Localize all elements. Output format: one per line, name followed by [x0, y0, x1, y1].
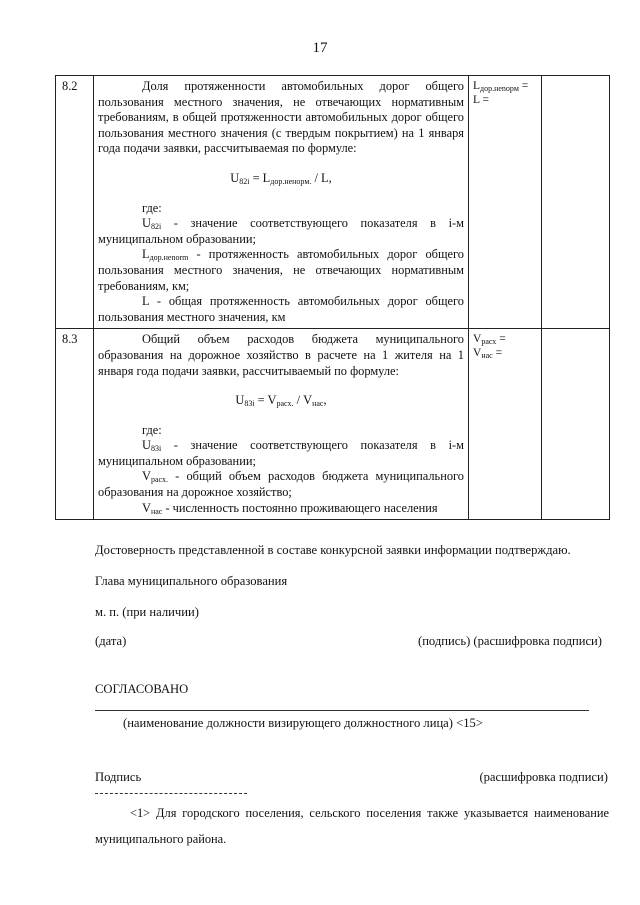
- signature-decode-caption: (расшифровка подписи): [479, 770, 608, 784]
- formula: $U_{82i} = L_{дор.ненорм.} / L$,: [230, 170, 332, 186]
- definition-v-expenses: $V_{расх.}$ - общий объем расходов бюджета муниципального образования на дорожное хозяйство;: [98, 469, 464, 500]
- parameter-v-expenses: $V_{расх}$ =: [473, 333, 506, 347]
- formula: $U_{83i} = V_{расх.} / V_{нас}$,: [235, 393, 327, 409]
- value-cell: [542, 329, 610, 520]
- row-number: 8.3: [56, 329, 94, 520]
- head-of-municipality: Глава муниципального образования: [95, 574, 288, 588]
- indicator-intro: Доля протяженности автомобильных дорог общего пользования местного значения, не отвечающих нормативным требованиям, в общей протяженности автомобильных дорог общего пользования местного значения (с твердым покрытием) на 1 января года подачи заявки, рассчитываемая по формуле:: [98, 79, 464, 156]
- confirmation-text: Достоверность представленной в составе конкурсной заявки информации подтверждаю.: [95, 543, 571, 557]
- stamp-note: м. п. (при наличии): [95, 605, 199, 619]
- official-signature-line: [95, 710, 589, 711]
- parameters-cell: [469, 76, 542, 329]
- signature-label: Подпись: [95, 770, 142, 784]
- definition-u: $U_{83i}$ - значение соответствующего показателя в i-м муниципальном образовании;: [98, 438, 464, 468]
- value-cell: [542, 76, 610, 329]
- where-label: где:: [142, 422, 162, 437]
- date-label: (дата): [95, 634, 127, 648]
- page-number: 17: [312, 40, 328, 56]
- agreed-heading: СОГЛАСОВАНО: [95, 682, 189, 696]
- definition-v-population: $V_{нас}$ - численность постоянно проживающего населения: [142, 500, 438, 516]
- parameter-l: L =: [473, 94, 489, 106]
- footnote-separator: [95, 793, 247, 794]
- table-row: [56, 329, 610, 520]
- definition-l-nonnorm: $L_{дор.неnorm}$ - протяженность автомобильных дорог общего пользования местного значения, не отвечающих нормативным требованиям, км;: [98, 247, 464, 293]
- definition-u: $U_{82i}$ - значение соответствующего показателя в i-м муниципальном образовании;: [98, 216, 464, 246]
- footnote: <1> Для городского поселения, сельского поселения также указывается наименование муниципального района.: [95, 806, 609, 846]
- indicators-table: [55, 75, 610, 520]
- official-position-caption: (наименование должности визирующего должностного лица) <15>: [123, 716, 483, 730]
- indicator-description: [94, 76, 469, 329]
- row-number: 8.2: [56, 76, 94, 329]
- parameter-l-nonnorm: $L_{дор.неnорм}$ =: [473, 80, 529, 93]
- indicator-intro: Общий объем расходов бюджета муниципального образования на дорожное хозяйство в расчете на 1 жителя на 1 января года подачи заявки, рассчитываемый по формуле:: [98, 332, 464, 378]
- signature-decode-label: (подпись) (расшифровка подписи): [418, 634, 602, 648]
- parameters-cell: [469, 329, 542, 520]
- definition-l: L - общая протяженность автомобильных дорог общего пользования местного значения, км: [98, 294, 464, 324]
- where-label: где:: [142, 200, 162, 215]
- indicator-description: [94, 329, 469, 520]
- table-row: [56, 76, 610, 329]
- parameter-v-population: $V_{нас}$ =: [473, 347, 503, 361]
